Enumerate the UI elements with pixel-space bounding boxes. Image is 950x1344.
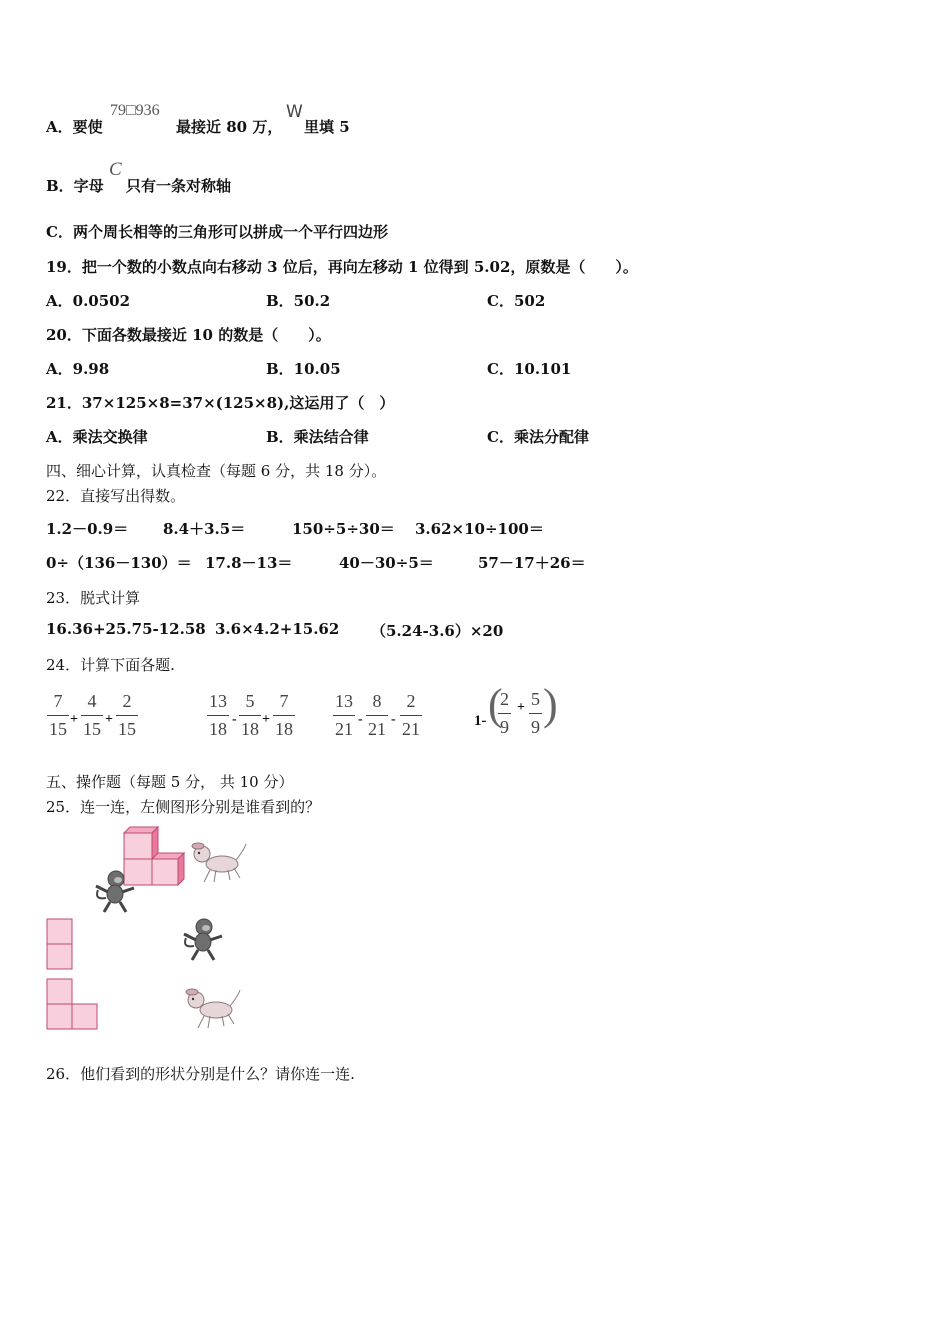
q22-item: 17.8－13＝ (205, 554, 293, 572)
q18-b-text: 只有一条对称轴 (126, 177, 232, 195)
operator: - (232, 712, 237, 727)
q22-item: 1.2－0.9＝ (46, 520, 129, 538)
fraction: 4 15 (83, 691, 101, 739)
q22-item: 40－30÷5＝ (339, 554, 434, 572)
q21-option-a: A．乘法交换律 (46, 428, 148, 446)
section5-title: 五、操作题（每题 5 分， 共 10 分） (46, 773, 294, 791)
fraction: 2 15 (118, 691, 136, 739)
dog-icon (188, 840, 248, 884)
operator: - (358, 712, 363, 727)
q19-option-b: B．50.2 (266, 292, 331, 310)
q20-option-a: A．9.98 (46, 360, 110, 378)
q22-item: 150÷5÷30＝ (292, 520, 395, 538)
q18-a-symbol: W (286, 102, 303, 122)
q18-a-label: A．要使 (46, 118, 103, 136)
q18-a-text-mid: 最接近 80 万， (176, 118, 283, 136)
q21-option-c: C．乘法分配律 (487, 428, 589, 446)
right-paren-icon: ) (543, 680, 558, 729)
q18-b-label: B．字母 (46, 177, 104, 195)
q26-stem: 26．他们看到的形状分别是什么？请你连一连. (46, 1065, 355, 1083)
q22-item: 8.4＋3.5＝ (163, 520, 246, 538)
fraction: 2 21 (402, 691, 420, 739)
q22-item: 0÷（136－130）＝ (46, 554, 192, 572)
q18-option-a (46, 116, 103, 137)
q18-a-text-end: 里填 5 (304, 118, 350, 136)
q21-option-b: B．乘法结合律 (266, 428, 369, 446)
q20-option-c: C．10.101 (487, 360, 572, 378)
q21-stem: 21．37×125×8=37×(125×8),这运用了（ ） (46, 394, 395, 412)
operator: + (262, 712, 270, 727)
fraction: 7 18 (275, 691, 293, 739)
q23-item: 16.36+25.75-12.58 (46, 620, 206, 638)
view-shape-l (46, 978, 100, 1032)
operator: - (391, 712, 396, 727)
expr-lead: 1- (474, 713, 487, 729)
section4-title: 四、细心计算，认真检查（每题 6 分，共 18 分）。 (46, 462, 387, 480)
q19-option-c: C．502 (487, 292, 546, 310)
q25-stem: 25．连一连，左侧图形分别是谁看到的？ (46, 798, 321, 816)
monkey-icon (180, 916, 226, 962)
q18-b-symbol: C (109, 159, 122, 180)
fraction: 2 9 (500, 689, 509, 737)
q20-option-b: B．10.05 (266, 360, 341, 378)
dog-icon (182, 986, 242, 1030)
operator: + (70, 712, 78, 727)
q20-stem: 20．下面各数最接近 10 的数是（ ）。 (46, 326, 331, 344)
fraction: 5 18 (241, 691, 259, 739)
q18-a-number: 79□936 (110, 102, 160, 119)
q22-stem: 22．直接写出得数。 (46, 487, 186, 505)
fraction: 5 9 (531, 689, 540, 737)
q23-item: （5.24-3.6）×20 (371, 622, 504, 640)
view-shape-vertical (46, 918, 74, 972)
fraction: 8 21 (368, 691, 386, 739)
fraction: 7 15 (49, 691, 67, 739)
left-paren-icon: ( (488, 680, 503, 729)
fraction: 13 21 (335, 691, 353, 739)
q22-item: 57－17＋26＝ (478, 554, 586, 572)
q18-option-c: C．两个周长相等的三角形可以拼成一个平行四边形 (46, 223, 388, 241)
operator: + (105, 712, 113, 727)
operator: + (517, 700, 525, 715)
q23-stem: 23．脱式计算 (46, 589, 141, 607)
q24-stem: 24．计算下面各题. (46, 656, 175, 674)
q19-stem: 19．把一个数的小数点向右移动 3 位后，再向左移动 1 位得到 5.02，原数是（ ）。 (46, 258, 638, 276)
fraction: 13 18 (209, 691, 227, 739)
q23-item: 3.6×4.2+15.62 (215, 620, 340, 638)
q19-option-a: A．0.0502 (46, 292, 131, 310)
monkey-icon (92, 868, 138, 914)
q22-item: 3.62×10÷100＝ (415, 520, 544, 538)
